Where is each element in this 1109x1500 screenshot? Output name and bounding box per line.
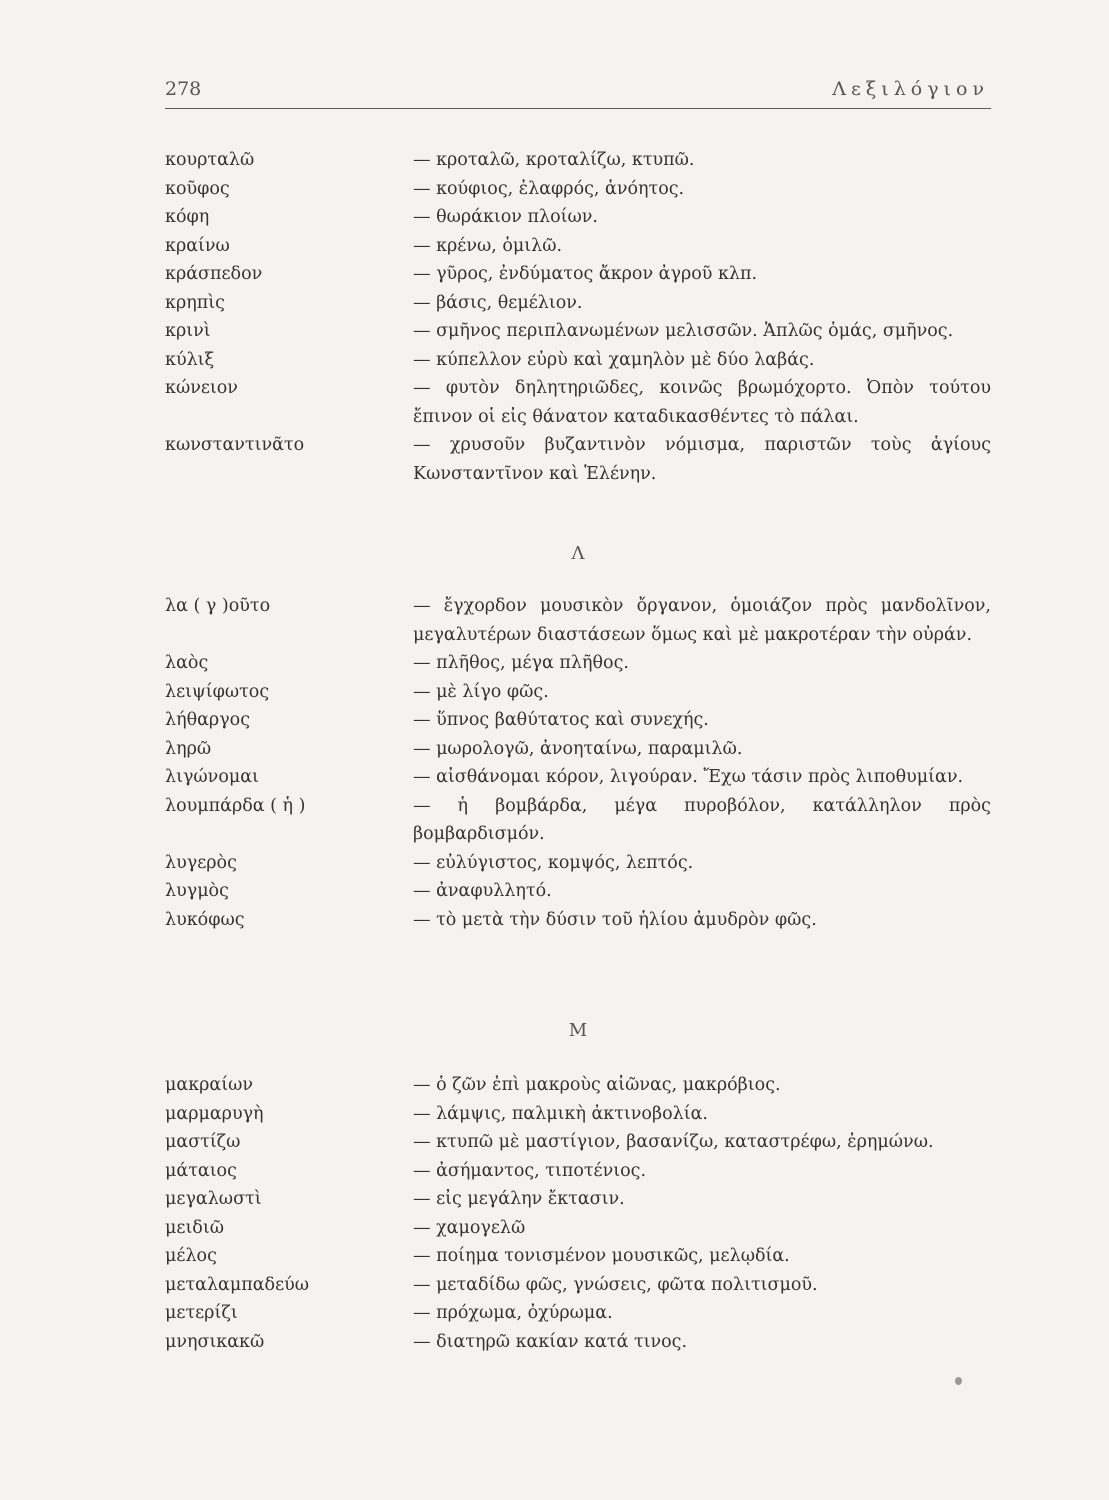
- headword: ληρῶ: [165, 738, 212, 759]
- headword: λήθαργος: [165, 710, 251, 730]
- definition: — ἀσήμαντος, τιποτένιος.: [413, 1160, 647, 1181]
- definition: — ἡ βομβάρδα, μέγα πυροβόλον, κατάλληλον πρὸς βομβαρδισμόν.: [413, 795, 991, 844]
- entry: [165, 592, 991, 649]
- headword: κραίνω: [165, 235, 230, 256]
- definition: — τὸ μετὰ τὴν δύσιν τοῦ ἡλίου ἀμυδρὸν φῶς.: [413, 909, 817, 930]
- entry: [165, 735, 991, 764]
- entry: [165, 1100, 991, 1129]
- headword: μαρμαρυγὴ: [165, 1103, 264, 1124]
- definition: — διατηρῶ κακίαν κατά τινος.: [413, 1331, 688, 1352]
- entry: [165, 374, 991, 431]
- entry: [165, 1271, 991, 1300]
- headword: λουμπάρδα ( ἡ ): [165, 795, 306, 816]
- entry: [165, 203, 991, 232]
- entry: [165, 849, 991, 878]
- headword: μάταιος: [165, 1160, 237, 1181]
- headword: κουρταλῶ: [165, 150, 255, 170]
- page-header: [165, 74, 991, 109]
- headword: λιγώνομαι: [165, 767, 259, 787]
- entry: [165, 1128, 991, 1157]
- definition: — ἔγχορδον μουσικὸν ὄργανον, ὁμοιάζον πρὸς μανδολῖνον, μεγαλυτέρων διαστάσεων ὅμως καὶ μὲ μακροτέραν τὴν οὐράν.: [413, 596, 991, 645]
- definition: — χαμογελῶ: [413, 1217, 526, 1238]
- headword: λυγμὸς: [165, 881, 229, 901]
- entry: [165, 346, 991, 375]
- headword: λειψίφωτος: [165, 681, 270, 702]
- ink-speck: [955, 1377, 962, 1385]
- headword: κύλιξ: [165, 349, 215, 370]
- entry: [165, 175, 991, 204]
- entry: [165, 906, 991, 935]
- section-l: [165, 592, 991, 934]
- headword: κωνσταντινᾶτο: [165, 435, 305, 455]
- section-k: [165, 146, 991, 488]
- headword: μειδιῶ: [165, 1217, 224, 1238]
- headword: λυγερὸς: [165, 852, 237, 873]
- definition: — μεταδίδω φῶς, γνώσεις, φῶτα πολιτισμοῦ.: [413, 1274, 818, 1295]
- headword: κρηπὶς: [165, 292, 225, 313]
- headword: κοῦφος: [165, 178, 230, 199]
- entry: [165, 289, 991, 318]
- definition: — σμῆνος περιπλανωμένων μελισσῶν. Ἁπλῶς ὁμάς, σμῆνος.: [413, 321, 954, 341]
- headword: λαὸς: [165, 653, 209, 673]
- definition: — βάσις, θεμέλιον.: [413, 292, 583, 313]
- entry: [165, 678, 991, 707]
- headword: λυκόφως: [165, 909, 245, 930]
- entry: [165, 232, 991, 261]
- entry: [165, 1071, 991, 1100]
- entry: [165, 1214, 991, 1243]
- definition: — ὕπνος βαθύτατος καὶ συνεχής.: [413, 710, 709, 730]
- page-number: 278: [165, 78, 202, 100]
- definition: — μωρολογῶ, ἀνοηταίνω, παραμιλῶ.: [413, 738, 743, 759]
- headword: μεγαλωστὶ: [165, 1189, 262, 1209]
- definition: — χρυσοῦν βυζαντινὸν νόμισμα, παριστῶν τοὺς ἁγίους Κωνσταντῖνον καὶ Ἑλένην.: [413, 435, 991, 484]
- definition: — κτυπῶ μὲ μαστίγιον, βασανίζω, καταστρέφω, ἐρημώνω.: [413, 1132, 934, 1152]
- definition: — λάμψις, παλμικὴ ἀκτινοβολία.: [413, 1103, 708, 1124]
- entry: [165, 1328, 991, 1357]
- section-m: [165, 1071, 991, 1356]
- section-letter-lambda: Λ: [571, 543, 585, 564]
- headword: κράσπεδον: [165, 264, 263, 284]
- definition: — θωράκιον πλοίων.: [413, 207, 598, 227]
- headword: μαστίζω: [165, 1132, 241, 1152]
- entry: [165, 260, 991, 289]
- definition: — γῦρος, ἐνδύματος ἄκρον ἀγροῦ κλπ.: [413, 264, 758, 284]
- headword: λα ( γ )οῦτο: [165, 596, 271, 616]
- definition: — ὁ ζῶν ἐπὶ μακροὺς αἰῶνας, μακρόβιος.: [413, 1075, 781, 1095]
- headword: μακραίων: [165, 1075, 254, 1095]
- entry: [165, 706, 991, 735]
- definition: — ποίημα τονισμένον μουσικῶς, μελῳδία.: [413, 1246, 790, 1266]
- entry: [165, 146, 991, 175]
- entry: [165, 317, 991, 346]
- entry: [165, 1157, 991, 1186]
- definition: — εἰς μεγάλην ἔκτασιν.: [413, 1189, 625, 1209]
- definition: — κροταλῶ, κροταλίζω, κτυπῶ.: [413, 150, 695, 170]
- definition: — εὐλύγιστος, κομψός, λεπτός.: [413, 852, 694, 873]
- entry: [165, 649, 991, 678]
- headword: μεταλαμπαδεύω: [165, 1274, 310, 1295]
- entry: [165, 1299, 991, 1328]
- entry: [165, 763, 991, 792]
- entry: [165, 877, 991, 906]
- running-head: Λεξιλόγιον: [832, 78, 989, 100]
- definition: — μὲ λίγο φῶς.: [413, 681, 549, 702]
- section-letter-mu: Μ: [568, 1020, 588, 1041]
- entry: [165, 1185, 991, 1214]
- definition: — πλῆθος, μέγα πλῆθος.: [413, 653, 629, 673]
- headword: κρινὶ: [165, 321, 211, 341]
- definition: — ἀναφυλλητό.: [413, 881, 552, 901]
- definition: — φυτὸν δηλητηριῶδες, κοινῶς βρωμόχορτο. Ὀπὸν τούτου ἔπινον οἱ εἰς θάνατον καταδικασθέντες τὸ πάλαι.: [413, 378, 991, 427]
- entry: [165, 431, 991, 488]
- headword: κόφη: [165, 207, 210, 227]
- definition: — κρένω, ὁμιλῶ.: [413, 235, 563, 256]
- definition: — αἰσθάνομαι κόρον, λιγούραν. Ἔχω τάσιν πρὸς λιποθυμίαν.: [413, 767, 964, 787]
- headword: μνησικακῶ: [165, 1331, 265, 1352]
- entry: [165, 1242, 991, 1271]
- entry: [165, 792, 991, 849]
- headword: κώνειον: [165, 378, 238, 398]
- definition: — πρόχωμα, ὀχύρωμα.: [413, 1303, 613, 1323]
- definition: — κούφιος, ἐλαφρός, ἀνόητος.: [413, 178, 685, 199]
- definition: — κύπελλον εὐρὺ καὶ χαμηλὸν μὲ δύο λαβάς.: [413, 349, 815, 370]
- headword: μετερίζι: [165, 1303, 238, 1323]
- headword: μέλος: [165, 1246, 217, 1266]
